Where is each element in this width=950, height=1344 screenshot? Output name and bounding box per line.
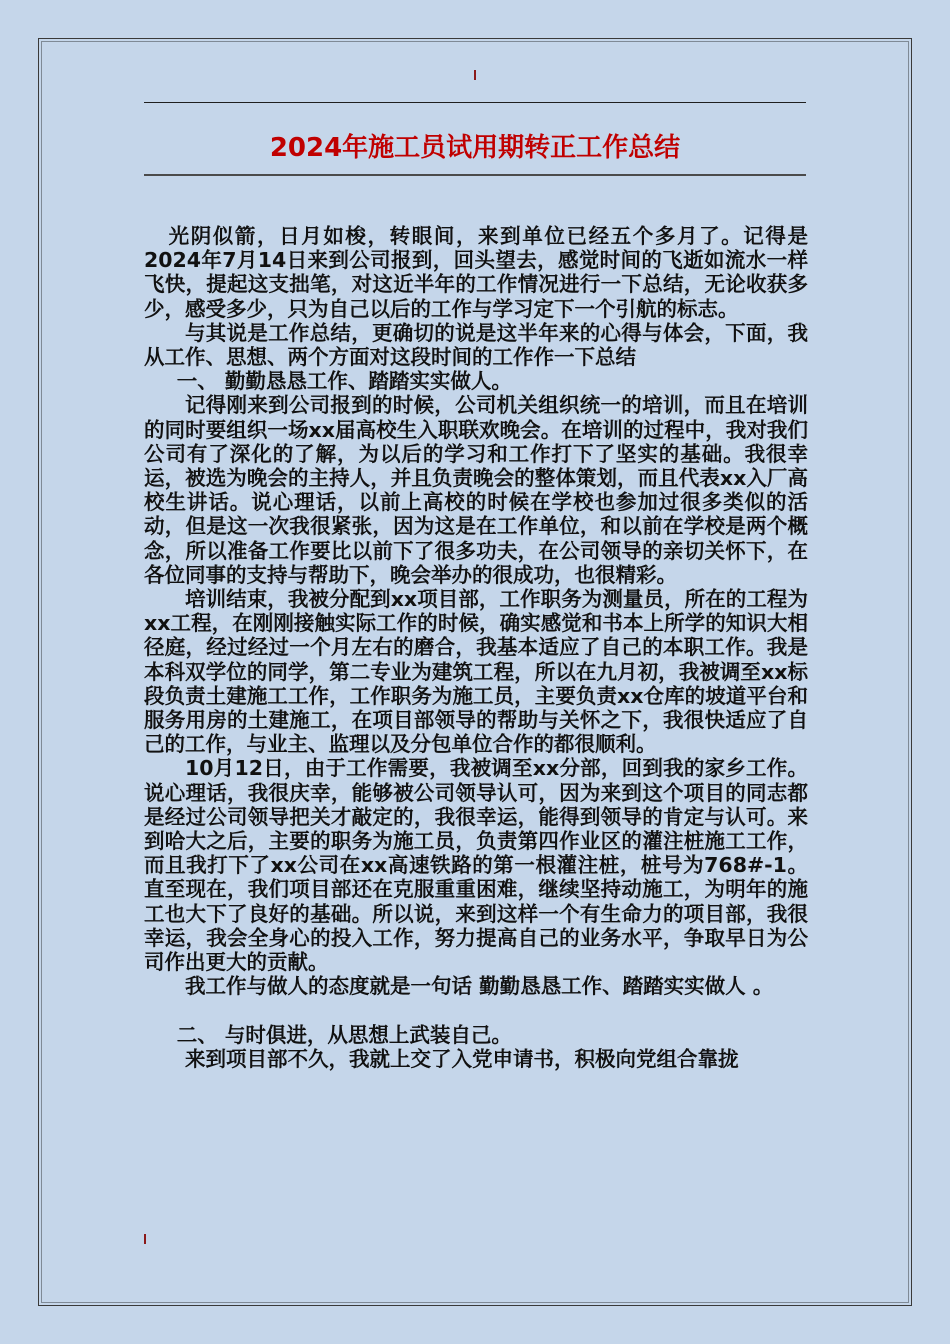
document-body [144,224,808,1071]
footer-mark [144,1234,146,1244]
header-rule [144,102,806,103]
title-underline [144,174,806,176]
paragraph-party: 来到项目部不久，我就上交了入党申请书，积极向党组合靠拢 [185,1046,739,1071]
paragraph-motto: 我工作与做人的态度就是一句话 勤勤恳恳工作、踏踏实实做人 。 [185,974,774,999]
document-title: 2024年施工员试用期转正工作总结 [269,133,681,163]
paragraph-intro: 光阴似箭，日月如梭，转眼间，来到单位已经五个多月了。记得是2024年7月14日来到公司报到，回头望去，感觉时间的飞逝如流水一样飞快，提起这支拙笔，对这近半年的工作情况进行一下总结，无论收获多少，感受多少，只为自己以后的工作与学习定下一个引航的标志。 [144,224,808,321]
header-mark [474,70,476,80]
section-heading-2: 二、 与时俱进，从思想上武装自己。 [176,1022,512,1047]
paragraph-assignment: 培训结束，我被分配到xx项目部，工作职务为测量员，所在的工程为xx工程，在刚刚接触实际工作的时候，确实感觉和书本上所学的知识大相径庭，经过经过一个月左右的磨合，我基本适应了自己的本职工作。我是本科双学位的同学，第二专业为建筑工程，所以在九月初，我被调至xx标段负责土建施工工作，工作职务为施工员，主要负责xx仓库的坡道平台和服务用房的土建施工，在项目部领导的帮助与关怀之下，我很快适应了自己的工作，与业主、监理以及分包单位合作的都很顺利。 [144,587,808,757]
paragraph-training: 记得刚来到公司报到的时候，公司机关组织统一的培训，而且在培训的同时要组织一场xx届高校生入职联欢晚会。在培训的过程中，我对我们公司有了深化的了解，为以后的学习和工作打下了坚实的基础。我很幸运，被选为晚会的主持人，并且负责晚会的整体策划，而且代表xx入厂高校生讲话。说心理话，以前上高校的时候在学校也参加过很多类似的活动，但是这一次我很紧张，因为这是在工作单位，和以前在学校是两个概念，所以准备工作要比以前下了很多功夫，在公司领导的亲切关怀下，在各位同事的支持与帮助下，晚会举办的很成功，也很精彩。 [144,393,808,587]
paragraph-transfer: 10月12日，由于工作需要，我被调至xx分部，回到我的家乡工作。说心理话，我很庆幸，能够被公司领导认可，因为来到这个项目的同志都是经过公司领导把关才敲定的，我很幸运，能得到领导的肯定与认可。来到哈大之后，主要的职务为施工员，负责第四作业区的灌注桩施工工作，而且我打下了xx公司在xx高速铁路的第一根灌注桩，桩号为768#-1。直至现在，我们项目部还在克服重重困难，继续坚持动施工，为明年的施工也大下了良好的基础。所以说，来到这样一个有生命力的项目部，我很幸运，我会全身心的投入工作，努力提高自己的业务水平，争取早日为公司作出更大的贡献。 [144,756,808,975]
section-heading-1: 一、 勤勤恳恳工作、踏踏实实做人。 [176,369,512,394]
paragraph-overview: 与其说是工作总结，更确切的说是这半年来的心得与体会，下面，我从工作、思想、两个方面对这段时间的工作作一下总结 [144,320,808,370]
